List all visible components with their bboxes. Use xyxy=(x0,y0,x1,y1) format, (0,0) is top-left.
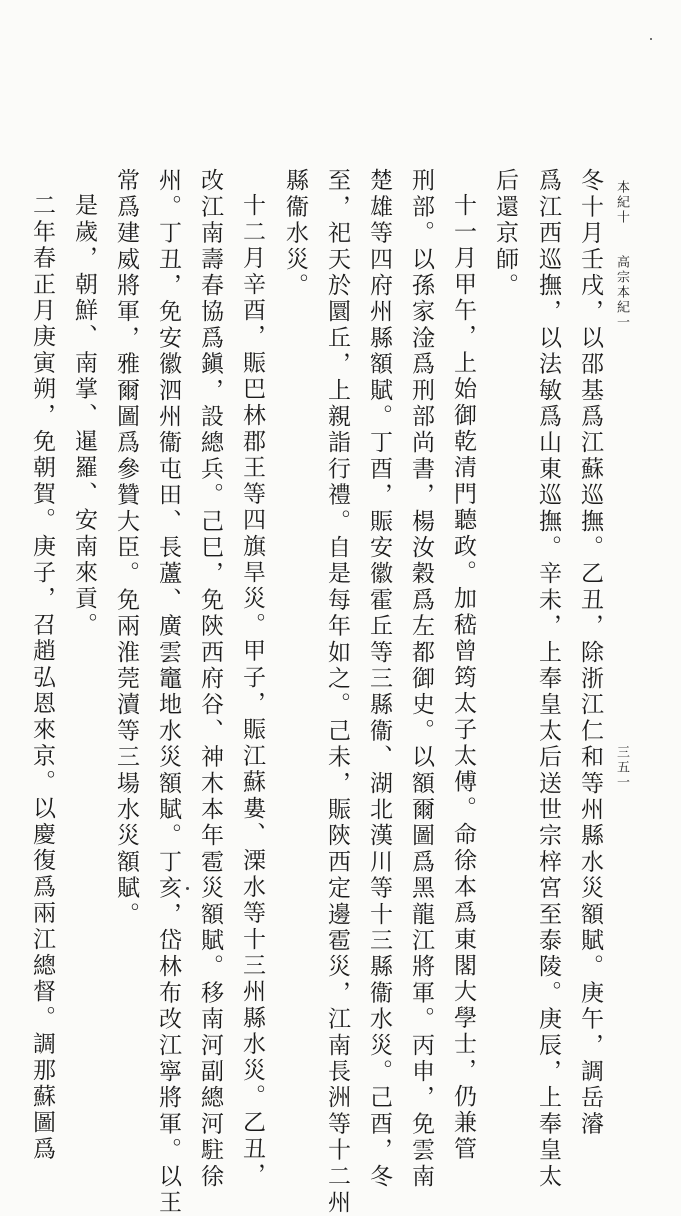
text-column-6: 楚雄等四府州縣額賦。丁酉，賑安徽霍丘等三縣衞、湖北漢川等十三縣衞水災。己酉，冬 xyxy=(366,168,392,1190)
text-column-12: 常爲建威將軍，雅爾圖爲參贊大臣。免兩淮莞瀆等三場水災額賦。 xyxy=(113,168,139,928)
page-number: 三五一 xyxy=(614,745,629,790)
text-column-8: 縣衞水災。 xyxy=(282,168,308,299)
text-column-11: 州。丁丑，免安徽泗州衞屯田、長蘆、廣雲竈地水災額賦。丁亥，岱林布改江寧將軍。以王 xyxy=(155,168,181,1216)
text-column-3: 后還京師。 xyxy=(492,168,518,299)
text-column-10: 改江南壽春協爲鎭，設總兵。己巳，免陝西府谷、神木本年雹災額賦。移南河副總河駐徐 xyxy=(197,168,223,1190)
text-column-4: 十一月甲午，上始御乾清門聽政。加嵇曾筠太子太傅。命徐本爲東閣大學士，仍兼管 xyxy=(450,193,476,1163)
chapter-title: 高宗本紀一 xyxy=(614,255,629,330)
chapter-label: 本紀十 xyxy=(614,180,629,225)
text-column-13: 是歲，朝鮮、南掌、暹羅、安南來貢。 xyxy=(71,193,97,639)
text-column-2: 爲江西巡撫，以法敏爲山東巡撫。辛未，上奉皇太后送世宗梓宮至泰陵。庚辰，上奉皇太 xyxy=(535,168,561,1190)
text-column-5: 刑部。以孫家淦爲刑部尚書，楊汝穀爲左都御史。以額爾圖爲黑龍江將軍。丙申，免雲南 xyxy=(408,168,434,1190)
text-column-7: 至，祀天於圜丘，上親詣行禮。自是每年如之。己未，賑陝西定邊雹災，江南長洲等十二州 xyxy=(324,168,350,1216)
speck-mark xyxy=(650,38,652,40)
text-column-14: 二年春正月庚寅朔，免朝賀。庚子，召趙弘恩來京。以慶復爲兩江總督。調那蘇圖爲 xyxy=(29,193,55,1163)
text-column-1: 冬十月壬戌，以邵基爲江蘇巡撫。乙丑，除浙江仁和等州縣水災額賦。庚午，調岳濬 xyxy=(577,168,603,1138)
speck-mark xyxy=(186,887,189,890)
text-column-9: 十二月辛酉，賑巴林郡王等四旗旱災。甲子，賑江蘇婁、溧水等十三州縣水災。乙丑， xyxy=(239,193,265,1189)
